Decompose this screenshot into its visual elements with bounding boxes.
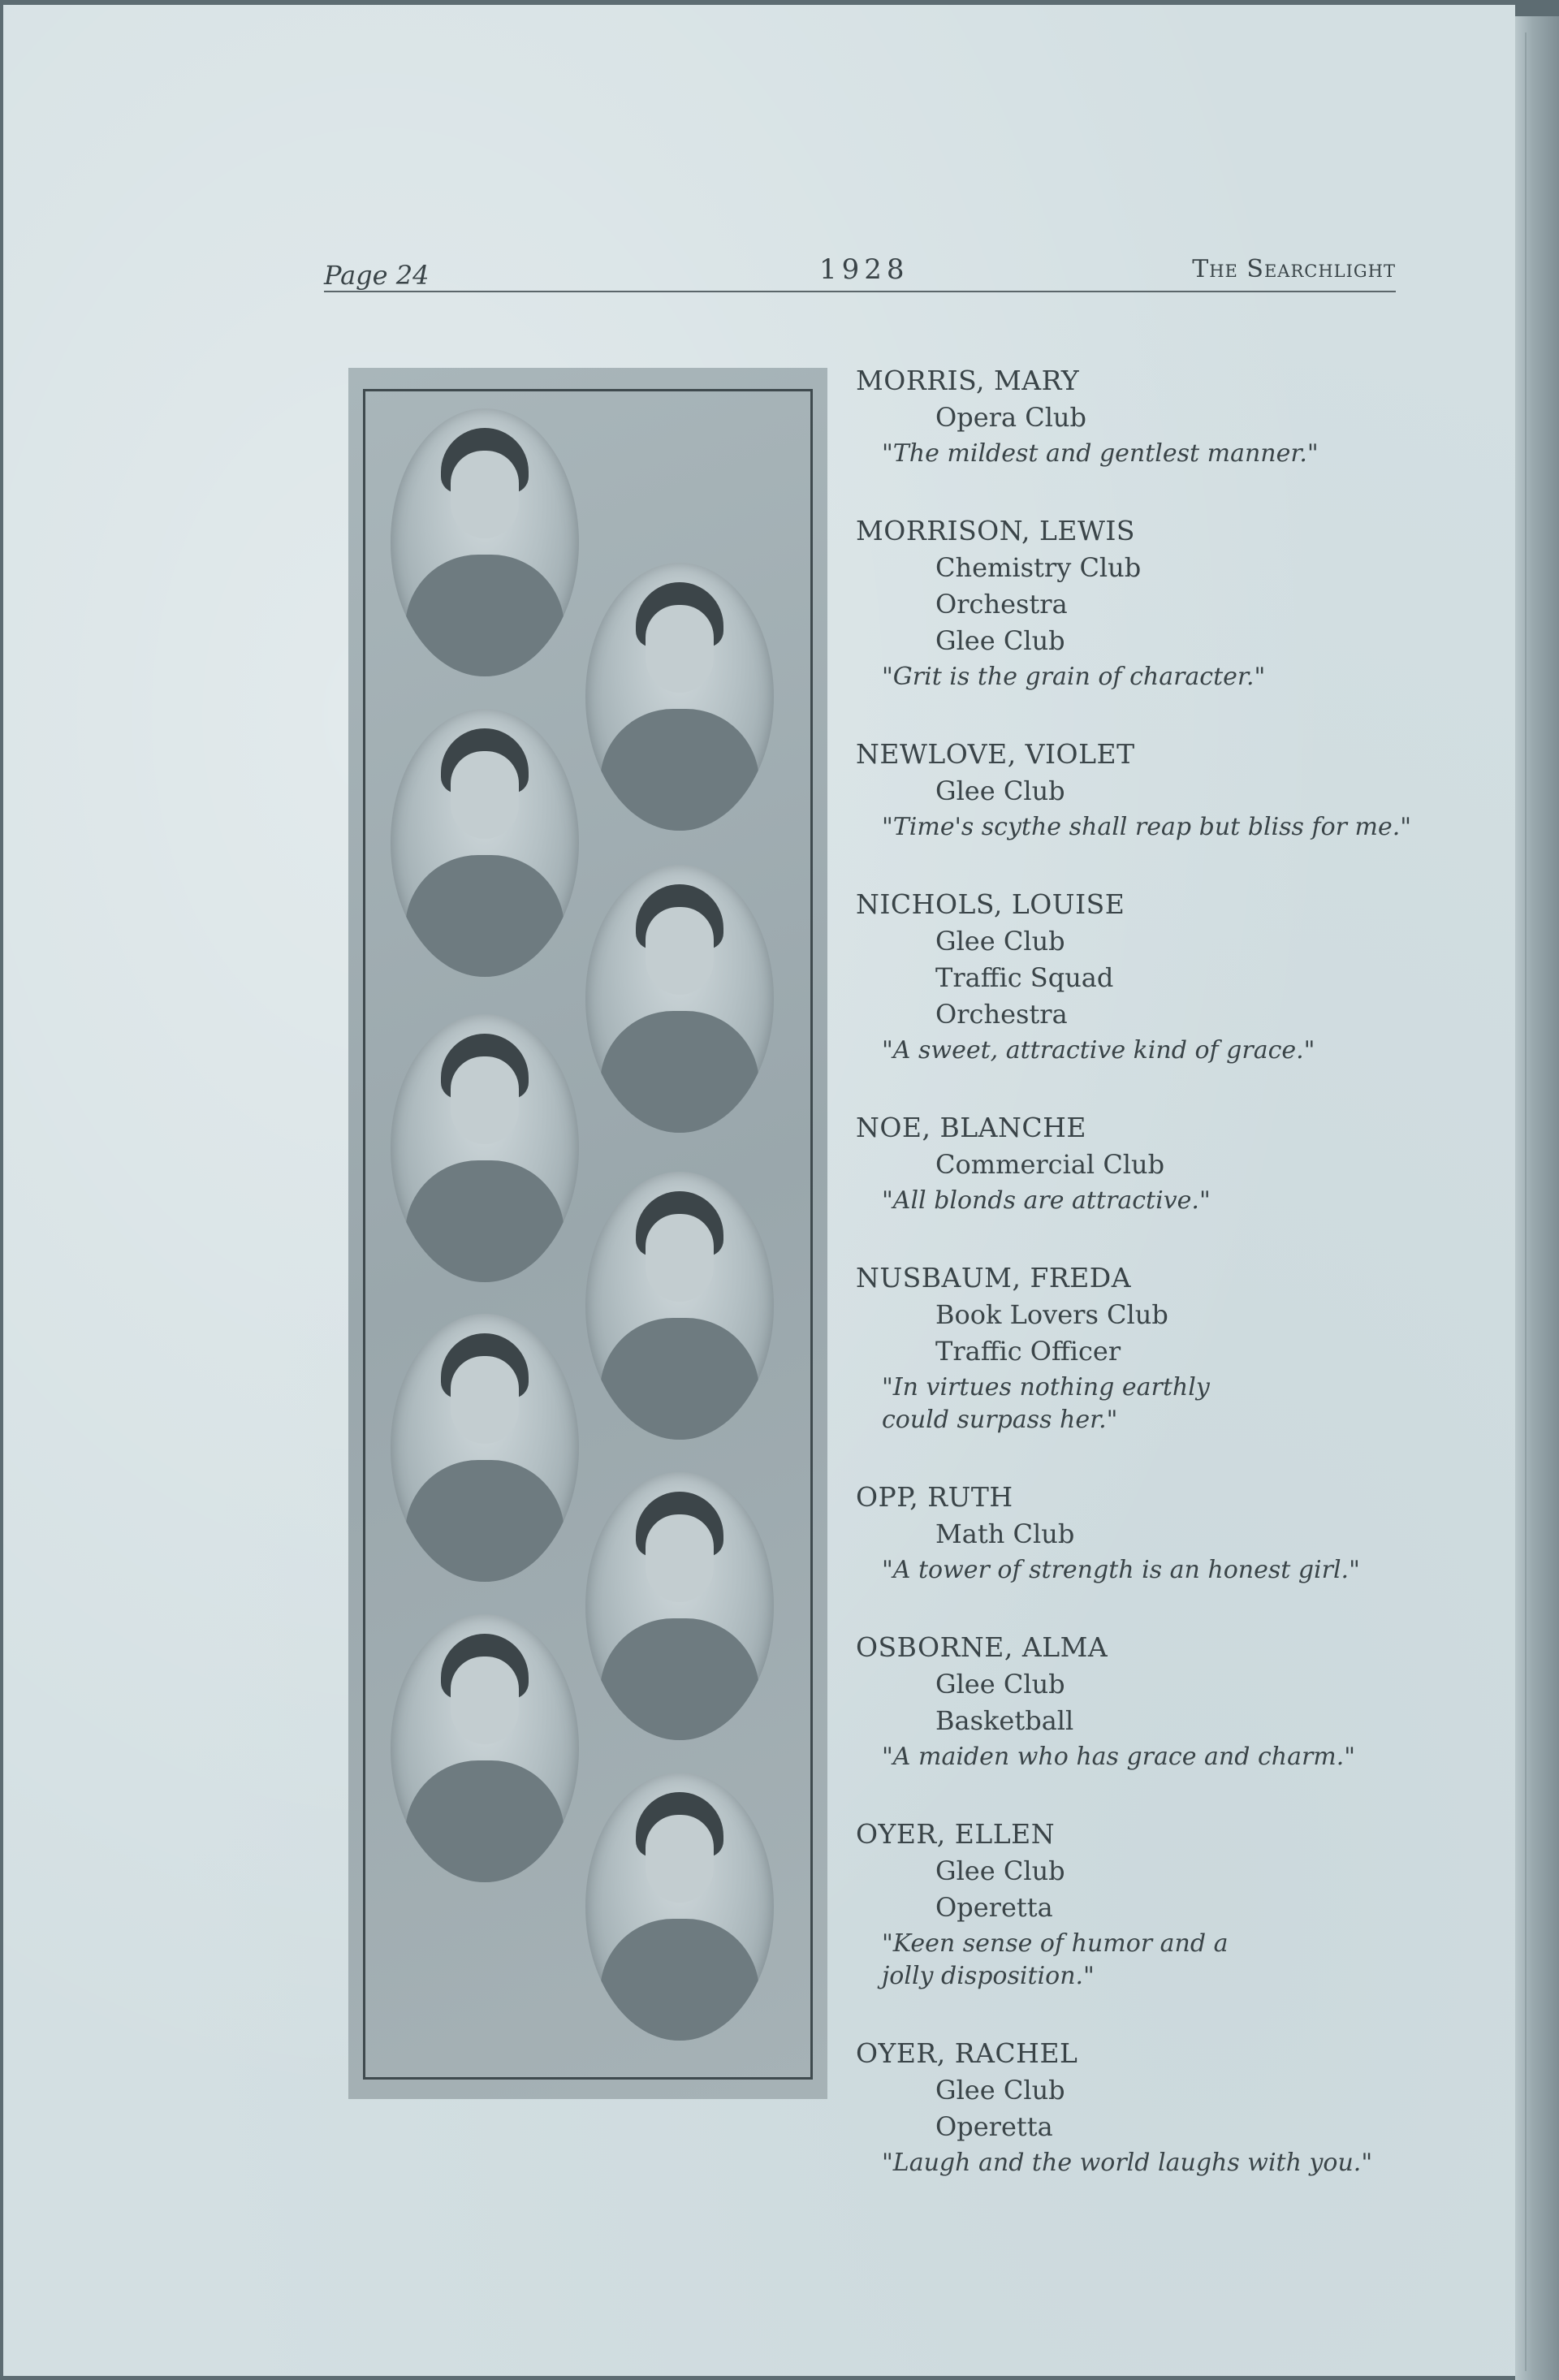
quote: "The mildest and gentlest manner." xyxy=(882,439,1319,468)
activity: Operetta xyxy=(935,1892,1053,1923)
senior-entry xyxy=(856,1629,1457,1773)
activity: Traffic Squad xyxy=(935,962,1114,993)
activity: Glee Club xyxy=(935,926,1065,957)
quote: "Grit is the grain of character." xyxy=(882,663,1266,691)
student-name: OYER, RACHEL xyxy=(856,2037,1078,2069)
senior-entry xyxy=(856,1109,1457,1217)
activity: Orchestra xyxy=(935,999,1068,1030)
activity: Glee Club xyxy=(935,625,1065,656)
gutter-line xyxy=(1525,32,1527,2371)
book-gutter xyxy=(1515,16,1559,2380)
student-name: MORRIS, MARY xyxy=(856,365,1080,396)
student-name: NICHOLS, LOUISE xyxy=(856,888,1125,920)
page-year: 1928 xyxy=(819,253,909,286)
quote: "All blonds are attractive." xyxy=(882,1186,1211,1215)
portrait-photo xyxy=(585,865,774,1133)
senior-entry xyxy=(856,2035,1457,2179)
portrait-photo xyxy=(391,1014,579,1282)
student-name: OSBORNE, ALMA xyxy=(856,1631,1108,1663)
portrait-photo xyxy=(585,1172,774,1440)
senior-entry xyxy=(856,736,1457,844)
activity: Math Club xyxy=(935,1518,1075,1549)
activity: Glee Club xyxy=(935,1855,1065,1886)
yearbook-page xyxy=(3,5,1515,2376)
activity: Traffic Officer xyxy=(935,1336,1121,1367)
student-name: NUSBAUM, FREDA xyxy=(856,1262,1132,1294)
student-name: NOE, BLANCHE xyxy=(856,1112,1086,1143)
senior-entry xyxy=(856,1479,1457,1587)
portrait-photo xyxy=(391,709,579,977)
portrait-photo xyxy=(391,1314,579,1582)
activity: Commercial Club xyxy=(935,1149,1165,1180)
activity: Book Lovers Club xyxy=(935,1299,1168,1330)
student-name: NEWLOVE, VIOLET xyxy=(856,738,1135,770)
quote: "In virtues nothing earthly could surpass her." xyxy=(882,1373,1210,1434)
quote: "A maiden who has grace and charm." xyxy=(882,1743,1356,1771)
activity: Orchestra xyxy=(935,589,1068,620)
quote: "Keen sense of humor and a jolly disposition." xyxy=(882,1929,1229,1990)
senior-entry xyxy=(856,1259,1457,1436)
portrait-panel xyxy=(348,368,827,2099)
page-number: Page 24 xyxy=(324,260,430,291)
quote: "A tower of strength is an honest girl." xyxy=(882,1556,1360,1584)
activity: Basketball xyxy=(935,1705,1074,1736)
quote: "Laugh and the world laughs with you." xyxy=(882,2149,1373,2177)
activity: Glee Club xyxy=(935,1669,1065,1700)
senior-entries xyxy=(856,362,1457,2222)
student-name: OYER, ELLEN xyxy=(856,1818,1056,1850)
activity: Glee Club xyxy=(935,2075,1065,2106)
portrait-photo xyxy=(585,1472,774,1740)
portrait-photo xyxy=(391,408,579,676)
senior-entry xyxy=(856,1816,1457,1993)
activity: Chemistry Club xyxy=(935,552,1142,583)
quote: "Time's scythe shall reap but bliss for me." xyxy=(882,813,1412,841)
page-header xyxy=(324,250,1396,292)
senior-entry xyxy=(856,362,1457,470)
activity: Operetta xyxy=(935,2111,1053,2142)
student-name: OPP, RUTH xyxy=(856,1481,1013,1513)
student-name: MORRISON, LEWIS xyxy=(856,515,1136,546)
senior-entry xyxy=(856,886,1457,1067)
publication-title: The Searchlight xyxy=(1192,255,1396,283)
portrait-photo xyxy=(391,1614,579,1882)
activity: Opera Club xyxy=(935,402,1087,433)
portrait-photo xyxy=(585,563,774,831)
senior-entry xyxy=(856,512,1457,693)
quote: "A sweet, attractive kind of grace." xyxy=(882,1036,1315,1065)
portrait-photo xyxy=(585,1773,774,2041)
activity: Glee Club xyxy=(935,775,1065,806)
